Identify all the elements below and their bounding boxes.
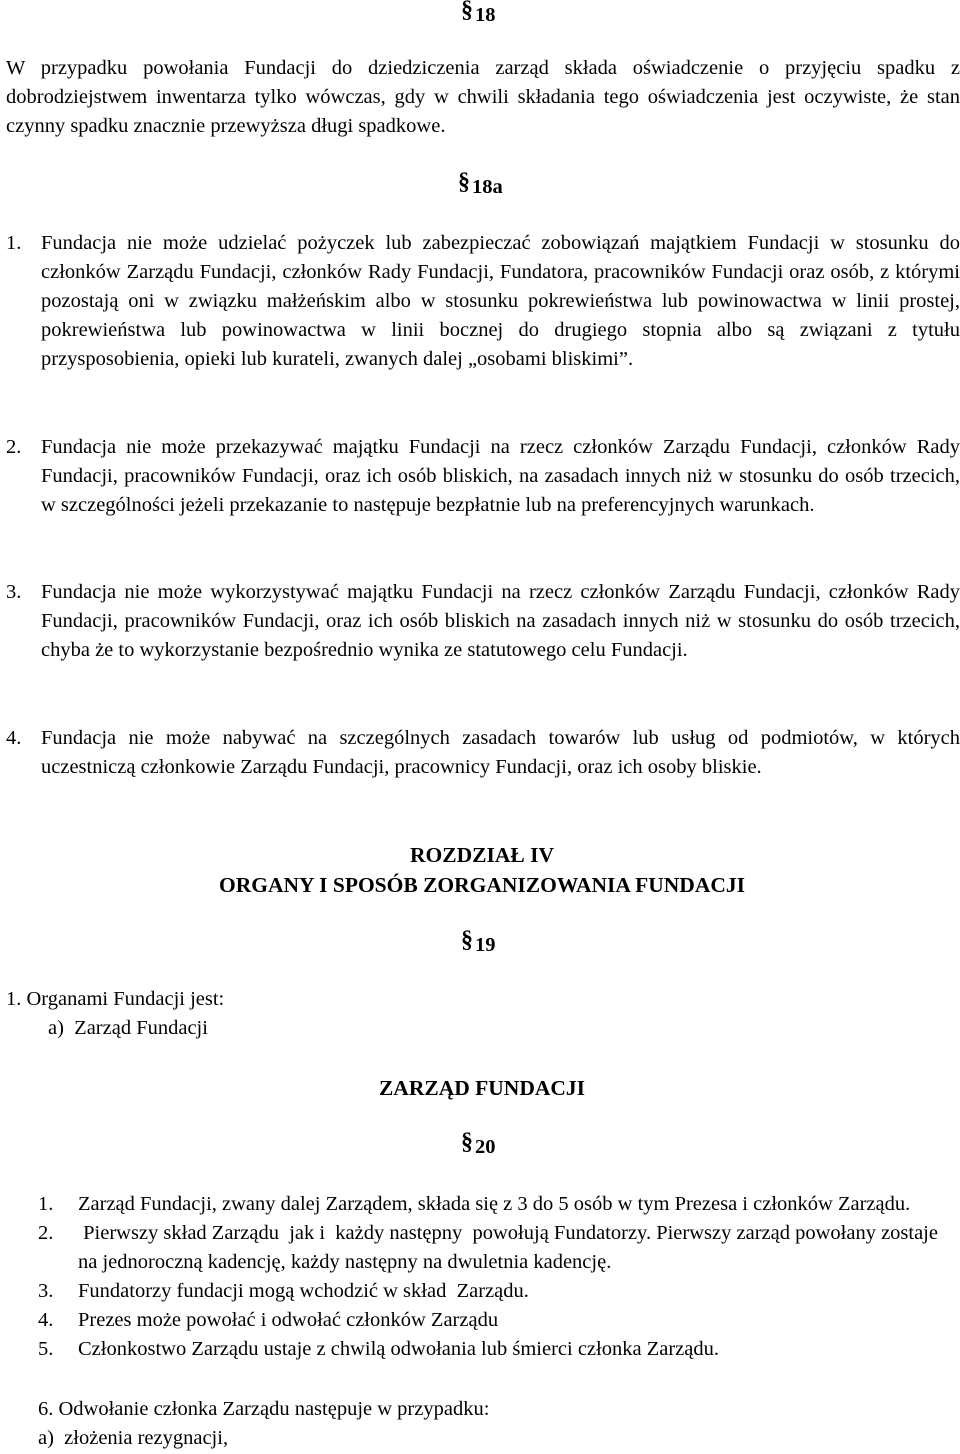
- section-sign: §: [461, 1129, 473, 1155]
- item-number: 1.: [38, 1193, 54, 1215]
- item-text: Prezes może powołać i odwołać członków Zarządu: [78, 1309, 499, 1331]
- section-18a-heading: [458, 169, 503, 202]
- paragraph-18: W przypadku powołania Fundacji do dziedziczenia zarząd składa oświadczenie o przyjęciu spadku z dobrodziejstwem inwentarza tylko wówczas, gdy w chwili składania tego oświadczenia jest oczywiste, że stan czynny spadku znacznie przewyższa długi spadkowe.: [6, 57, 960, 137]
- paragraph-20-list: [38, 1190, 960, 1364]
- item-number: 4.: [6, 727, 22, 749]
- paragraph-19-item-a: a) Zarząd Fundacji: [48, 1017, 208, 1039]
- list-item: [38, 1277, 960, 1306]
- paragraph-19-intro: 1. Organami Fundacji jest:: [6, 988, 225, 1010]
- paragraph-20-6: 6. Odwołanie członka Zarządu następuje w przypadku:: [38, 1398, 490, 1420]
- section-sign: §: [461, 927, 473, 953]
- paragraph-18a-2: [6, 433, 960, 520]
- item-number: 1.: [6, 232, 22, 254]
- paragraph-18a-3: [6, 578, 960, 665]
- item-number: 3.: [38, 1280, 54, 1302]
- list-item: [38, 1306, 960, 1335]
- item-text: Pierwszy skład Zarządu jak i każdy następny powołują Fundatorzy. Pierwszy zarząd powołany zostaje na jednoroczną kadencję, każdy następny na dwuletnia kadencję.: [78, 1222, 944, 1273]
- item-text: Fundacja nie może przekazywać majątku Fundacji na rzecz członków Zarządu Fundacji, członków Rady Fundacji, pracowników Fundacji, oraz ich osób bliskich, na zasadach innych niż w stosunku do osób trzecich, w szczególności jeżeli przekazanie to następuje bezpłatnie lub na preferencyjnych warunkach.: [41, 436, 960, 516]
- item-text: Fundacja nie może udzielać pożyczek lub zabezpieczać zobowiązań majątkiem Fundacji w stosunku do członków Zarządu Fundacji, członków Rady Fundacji, Fundatora, pracowników Fundacji oraz osób, z którymi pozostają oni w związku małżeńskim albo w stosunku pokrewieństwa lub powinowactwa w linii prostej, pokrewieństwa lub powinowactwa w linii bocznej do drugiego stopnia albo są związani z tytułu przysposobienia, opieki lub kurateli, zwanych dalej „osobami bliskimi”.: [41, 232, 960, 370]
- section-20-heading: [461, 1129, 496, 1162]
- paragraph-18a-4: [6, 724, 960, 782]
- section-18-heading: [461, 0, 496, 30]
- section-number: 19: [475, 934, 496, 956]
- item-text: Fundacja nie może wykorzystywać majątku Fundacji na rzecz członków Zarządu Fundacji, członków Rady Fundacji, pracowników Fundacji, oraz ich osób bliskich na zasadach innych niż w stosunku do osób trzecich, chyba że to wykorzystanie bezpośrednio wynika ze statutowego celu Fundacji.: [41, 581, 960, 661]
- list-item: [38, 1190, 960, 1219]
- paragraph-20-6-item-a: a) złożenia rezygnacji,: [38, 1427, 229, 1449]
- paragraph-18a-1: [6, 229, 960, 374]
- section-sign: §: [461, 0, 473, 23]
- item-text: Członkostwo Zarządu ustaje z chwilą odwołania lub śmierci członka Zarządu.: [78, 1338, 719, 1360]
- item-number: 4.: [38, 1309, 54, 1331]
- chapter-subtitle: ORGANY I SPOSÓB ZORGANIZOWANIA FUNDACJI: [218, 873, 745, 897]
- section-number: 18a: [472, 176, 503, 198]
- section-19-heading: [461, 927, 496, 960]
- item-text: Fundacja nie może nabywać na szczególnych zasadach towarów lub usług od podmiotów, w których uczestniczą członkowie Zarządu Fundacji, pracownicy Fundacji, oraz ich osoby bliskie.: [41, 727, 960, 778]
- item-number: 5.: [38, 1338, 54, 1360]
- section-number: 18: [475, 4, 496, 26]
- item-number: 2.: [6, 436, 22, 458]
- item-number: 3.: [6, 581, 22, 603]
- list-item: [38, 1335, 960, 1364]
- board-heading: ZARZĄD FUNDACJI: [378, 1076, 586, 1100]
- list-item: [38, 1219, 960, 1277]
- section-number: 20: [475, 1136, 496, 1158]
- item-number: 2.: [38, 1222, 54, 1244]
- chapter-title: ROZDZIAŁ IV: [410, 843, 554, 867]
- item-text: Zarząd Fundacji, zwany dalej Zarządem, składa się z 3 do 5 osób w tym Prezesa i członków Zarządu.: [78, 1193, 911, 1215]
- section-sign: §: [458, 169, 470, 195]
- item-text: Fundatorzy fundacji mogą wchodzić w skład Zarządu.: [78, 1280, 529, 1302]
